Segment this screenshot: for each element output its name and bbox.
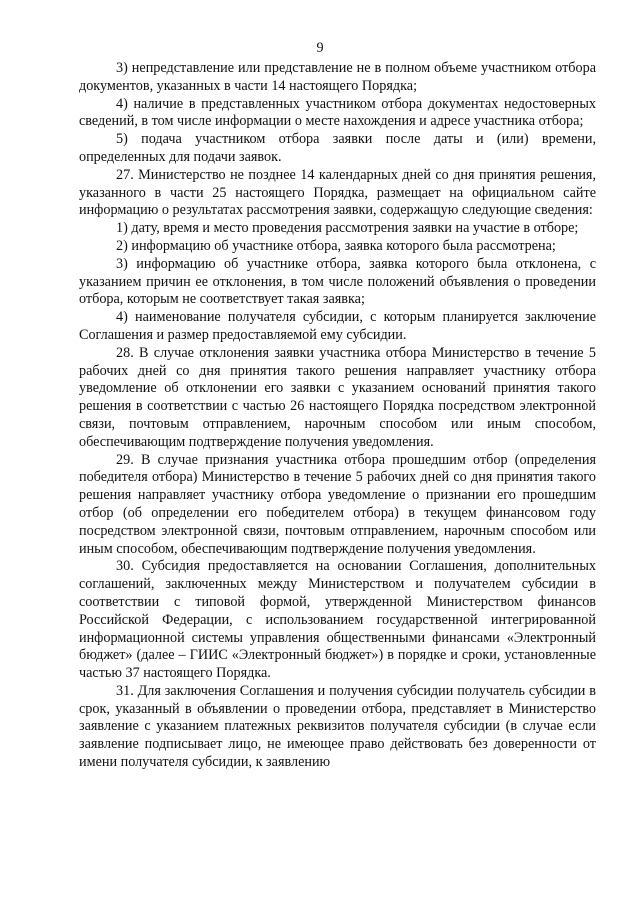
paragraph-item-5: 5) подача участником отбора заявки после даты и (или) времени, определенных для подачи заявок.	[79, 131, 596, 165]
paragraph-section-27-item-1: 1) дату, время и место проведения рассмотрения заявки на участие в отборе;	[116, 220, 579, 237]
paragraph-item-3: 3) непредставление или представление не в полном объеме участником отбора документов, указанных в части 14 настоящего Порядка;	[79, 60, 596, 94]
paragraph-section-31: 31. Для заключения Соглашения и получения субсидии получатель субсидии в срок, указанный в объявлении о проведении отбора, представляет в Министерство заявление с указанием платежных реквизитов получателя субсидии (в случае если заявление подписывает лицо, не имеющее право действовать без доверенности от имени получателя субсидии, к заявлению	[79, 682, 596, 771]
paragraph-section-27-item-3: 3) информацию об участнике отбора, заявка которого была отклонена, с указанием причин ее отклонения, в том числе положений объявления о проведении отбора, которым не соответствует такая заявка;	[79, 255, 596, 308]
paragraph-section-30: 30. Субсидия предоставляется на основании Соглашения, дополнительных соглашений, заключенных между Министерством и получателем субсидии в соответствии с типовой формой, утвержденной Министерством финансов Российской Федерации, с использованием государственной интегрированной информационной системы управления общественными финансами «Электронный бюджет» (далее – ГИИС «Электронный бюджет») в порядке и сроки, установленные частью 37 настоящего Порядка.	[79, 558, 596, 682]
paragraph-section-27-item-4: 4) наименование получателя субсидии, с которым планируется заключение Соглашения и размер предоставляемой ему субсидии.	[79, 309, 596, 343]
paragraph-section-27: 27. Министерство не позднее 14 календарных дней со дня принятия решения, указанного в части 25 настоящего Порядка, размещает на официальном сайте информацию о результатах рассмотрения заявки, содержащую следующие сведения:	[79, 166, 596, 219]
paragraph-section-28: 28. В случае отклонения заявки участника отбора Министерство в течение 5 рабочих дней со дня принятия такого решения направляет участнику отбора уведомление об отклонении его заявки с указанием оснований принятия такого решения в соответствии с частью 26 настоящего Порядка посредством электронной связи, почтовым отправлением, нарочным способом или иным способом, обеспечивающим подтверждение получения уведомления.	[79, 344, 596, 450]
paragraph-item-4: 4) наличие в представленных участником отбора документах недостоверных сведений, в том числе информации о месте нахождения и адресе участника отбора;	[79, 95, 596, 130]
document-body	[79, 60, 596, 772]
paragraph-section-27-item-2: 2) информацию об участнике отбора, заявка которого была рассмотрена;	[116, 237, 556, 254]
paragraph-section-29: 29. В случае признания участника отбора прошедшим отбор (определения победителя отбора) Министерство в течение 5 рабочих дней со дня принятия такого решения направляет участнику отбора уведомление о признании его прошедшим отбор (об определении его победителем отбора) в текущем финансовом году посредством электронной связи, почтовым отправлением, нарочным способом или иным способом, обеспечивающим подтверждение получения уведомления.	[79, 451, 596, 557]
page-number: 9	[316, 40, 324, 56]
